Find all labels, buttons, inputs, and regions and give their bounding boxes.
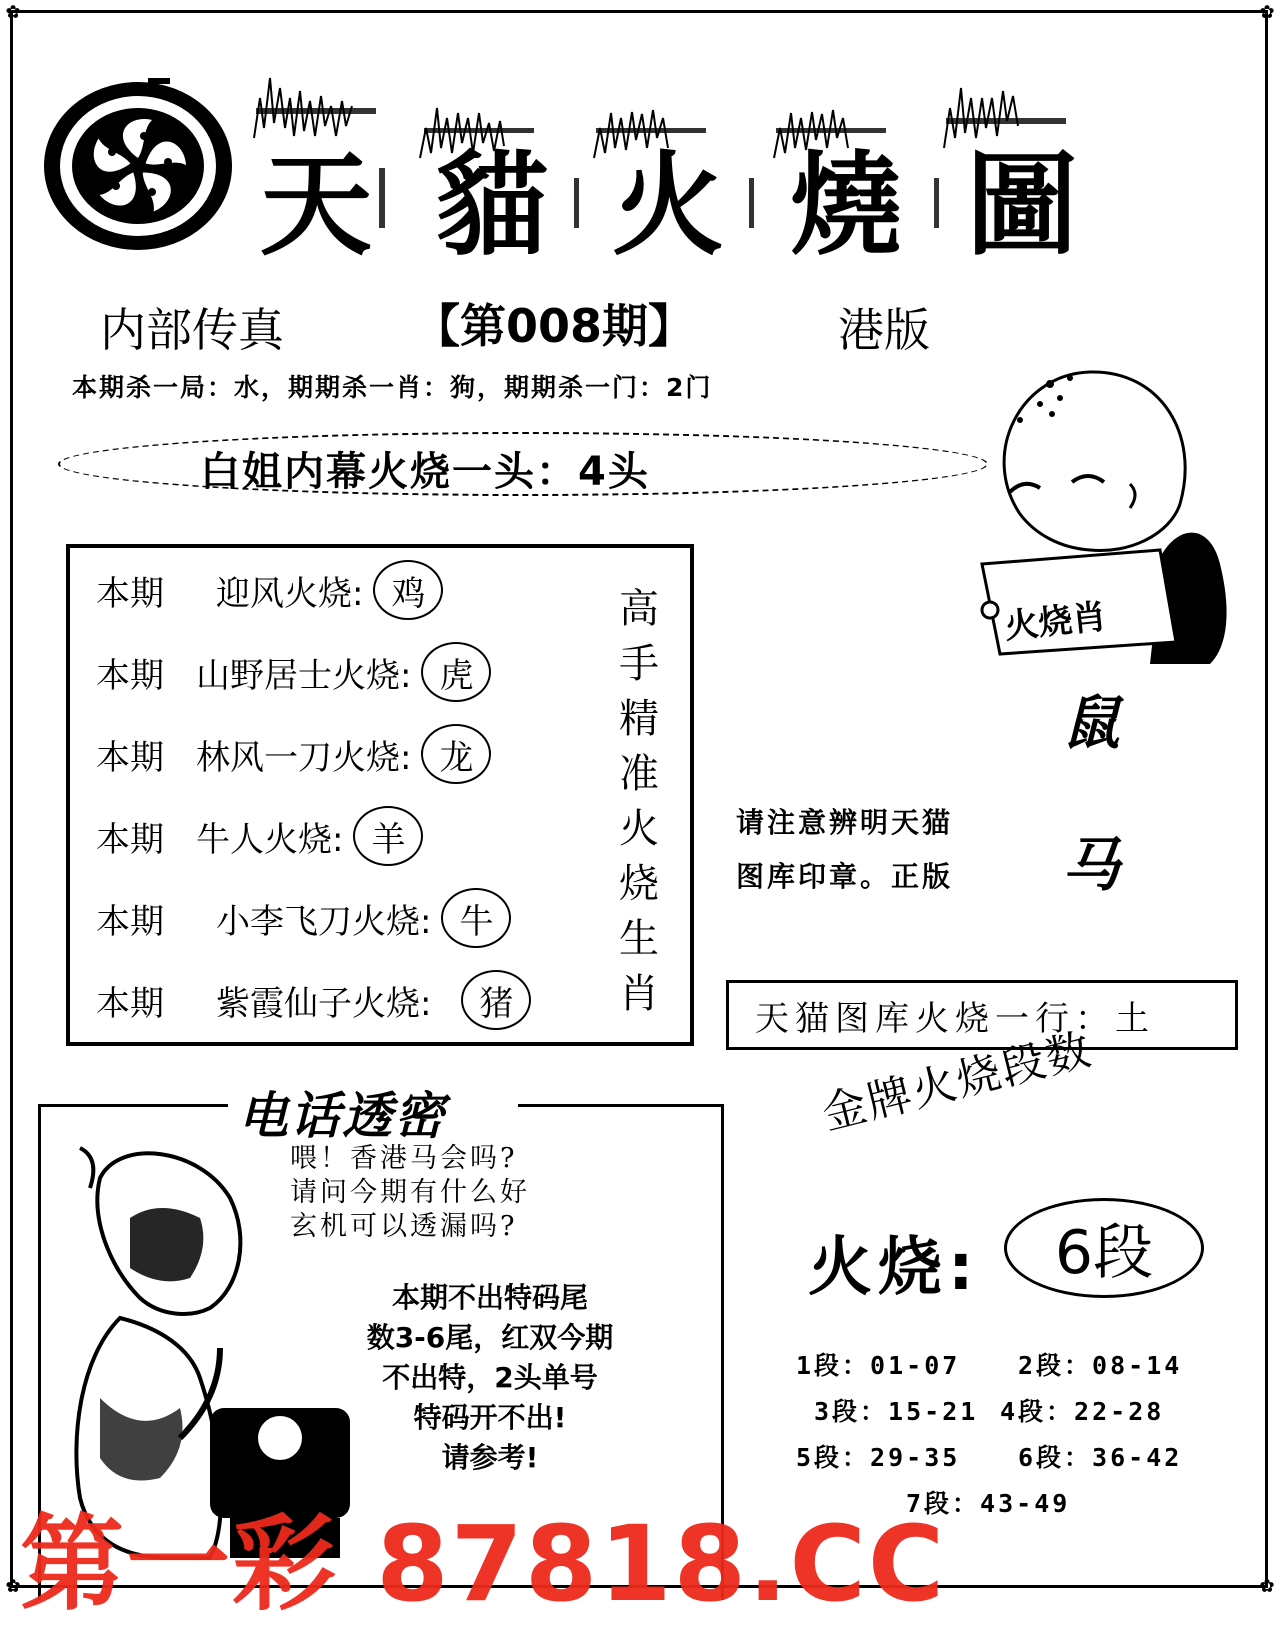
phone-answer [350,1278,630,1478]
zodiac-circle: 牛 [441,888,511,948]
segment-item: 2段：08-14 [1018,1351,1183,1380]
fire-segment-label: 火烧: [808,1231,980,1305]
notice-line: 图库印章。正版 [736,860,954,893]
corner-ornament-top-right: ✿ [1259,2,1275,23]
prediction-label: 林风一刀火烧: [196,737,412,778]
question-line: 请问今期有什么好 [290,1177,530,1208]
segment-item: 7段：43-49 [906,1489,1071,1518]
answer-line: 本期不出特码尾 [391,1281,588,1314]
answer-line: 数3-6尾，红双今期 [366,1321,614,1354]
question-line: 喂！香港马会吗? [290,1143,518,1174]
element-box: 天猫图库火烧一行：土 [726,980,1238,1050]
prediction-prefix: 本期 [96,655,164,696]
phone-section-title: 电话透密 [238,1087,446,1145]
bauhinia-logo-icon [40,78,236,254]
fire-segment-value: 6段 [1004,1198,1204,1298]
prediction-label: 紫霞仙子火烧: [216,983,432,1024]
prediction-label: 小李飞刀火烧: [216,901,432,942]
prediction-prefix: 本期 [96,983,164,1024]
zodiac-circle: 龙 [421,724,491,784]
header-left: 内部传真 [100,303,284,357]
phone-question [290,1142,530,1244]
title-char-5: 圖 [966,141,1078,271]
prediction-label: 牛人火烧: [196,819,344,860]
prediction-row [96,970,531,1030]
prediction-row [96,806,423,866]
prediction-row [96,724,491,784]
header-right: 港版 [838,303,930,357]
title-char-1: 天 [260,141,372,271]
prediction-label: 山野居士火烧: [196,655,412,696]
prediction-prefix: 本期 [96,819,164,860]
zodiac-circle: 虎 [421,642,491,702]
zodiac-circle: 猪 [461,970,531,1030]
answer-line: 不出特，2头单号 [382,1361,598,1394]
prediction-row [96,560,443,620]
prediction-prefix: 本期 [96,573,164,614]
corner-ornament-top-left: ✿ [5,2,21,23]
authenticity-notice [736,796,953,904]
corner-ornament-bottom-right: ✿ [1259,1576,1275,1597]
issue-number: 【第008期】 [414,299,695,353]
handwritten-zodiac-2: 马 [1062,831,1121,899]
gold-segment-title: 金牌火烧段数 [817,1023,1098,1141]
kill-line: 本期杀一局：水，期期杀一肖：狗，期期杀一门：2门 [72,373,713,402]
segment-item: 5段：29-35 [796,1443,961,1472]
prediction-prefix: 本期 [96,901,164,942]
prediction-row [96,888,511,948]
corner-ornament-bottom-left: ✿ [5,1576,21,1597]
segment-item: 1段：01-07 [796,1351,961,1380]
zodiac-circle: 羊 [353,806,423,866]
segment-item: 6段：36-42 [1018,1443,1183,1472]
zodiac-circle: 鸡 [373,560,443,620]
title-char-4: 燒 [790,141,902,271]
prediction-label: 迎风火烧: [216,573,364,614]
title-char-3: 火 [612,141,724,271]
handwritten-zodiac-1: 鼠 [1062,689,1121,757]
prediction-row [96,642,491,702]
notice-line: 请注意辨明天猫 [736,806,954,839]
segment-item: 4段：22-28 [1000,1397,1165,1426]
title-char-2: 貓 [436,141,548,271]
question-line: 玄机可以透漏吗? [290,1211,518,1242]
headline-oval-text: 白姐内幕火烧一头：4头 [200,449,650,495]
answer-line: 特码开不出! [413,1401,567,1434]
prediction-prefix: 本期 [96,737,164,778]
site-watermark: 第一彩 87818.CC [20,1503,947,1625]
segment-item: 3段：15-21 [814,1397,979,1426]
answer-line: 请参考! [441,1441,539,1474]
mascot-sign-text: 火烧肖 [1002,596,1109,648]
vertical-caption: 高手精准火烧生肖 [619,586,659,1017]
